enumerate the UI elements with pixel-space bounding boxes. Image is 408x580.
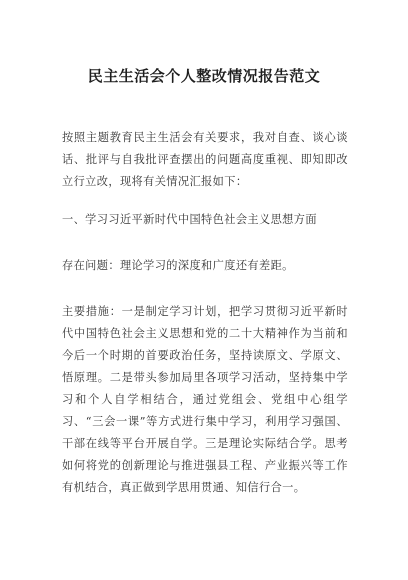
intro-paragraph: 按照主题教育民主生活会有关要求，我对自查、谈心谈话、批评与自我批评查摆出的问题高度重视、即知即改立行立改，现将有关情况汇报如下：	[62, 131, 348, 188]
measures-paragraph: 主要措施：一是制定学习计划，把学习贯彻习近平新时代中国特色社会主义思想和党的二十大精神作为当前和今后一个时期的首要政治任务，坚持读原文、学原文、悟原理。二是带头参加局里各项学习活动，坚持集中学习和个人自学相结合，通过党组会、党组中心组学习、“三会一课”等方式进行集中学习，利用学习强国、干部在线等平台开展自学。三是理论实际结合学。思考如何将党的创新理论与推进强县工程、产业振兴等工作有机结合，真正做到学思用贯通、知信行合一。	[62, 305, 348, 494]
document-title: 民主生活会个人整改情况报告范文	[87, 67, 321, 85]
section-heading-study: 一、学习习近平新时代中国特色社会主义思想方面	[62, 213, 317, 226]
issue-paragraph: 存在问题：理论学习的深度和广度还有差距。	[62, 259, 294, 272]
